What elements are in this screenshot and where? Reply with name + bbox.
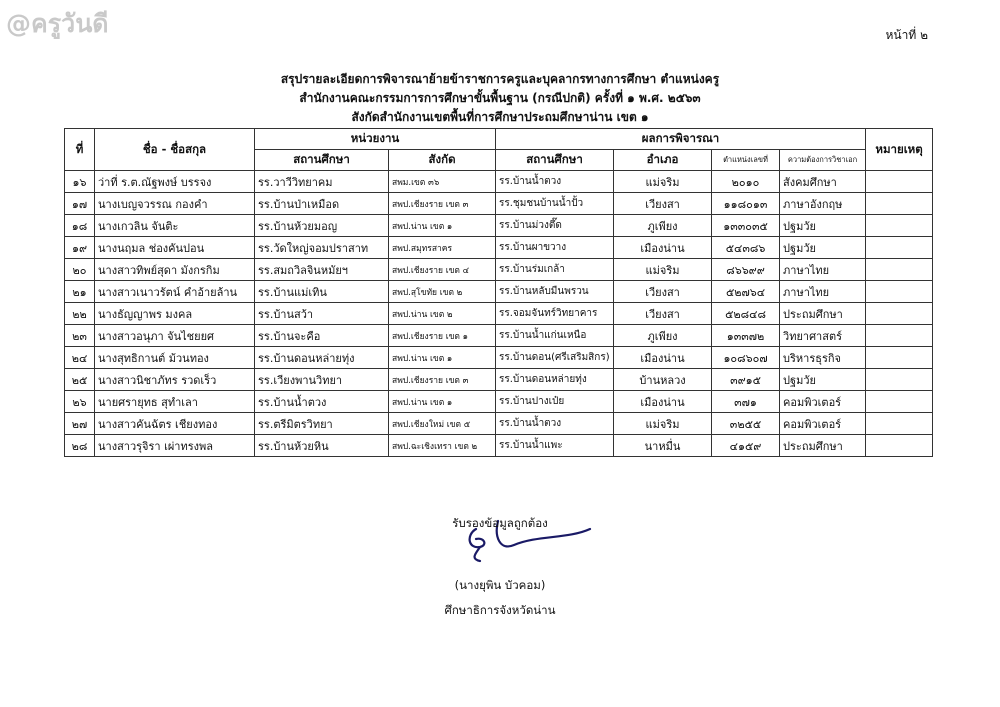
cell-result-major: คอมพิวเตอร์ — [780, 391, 866, 413]
cell-remark — [866, 347, 933, 369]
cell-unit-affiliation: สพป.เชียงราย เขต ๔ — [389, 259, 496, 281]
title-line-2: สำนักงานคณะกรรมการการศึกษาขั้นพื้นฐาน (กรณีปกติ) ครั้งที่ ๑ พ.ศ. ๒๕๖๓ — [299, 91, 701, 105]
cell-no: ๑๘ — [65, 215, 95, 237]
header-unit-school: สถานศึกษา — [255, 150, 389, 171]
cell-result-district: เมืองน่าน — [614, 237, 712, 259]
cell-result-position: ๓๗๑ — [712, 391, 780, 413]
cell-remark — [866, 391, 933, 413]
cell-name: นางสาวคันฉัตร เชียงทอง — [95, 413, 255, 435]
cell-result-district: เวียงสา — [614, 193, 712, 215]
header-unit: หน่วยงาน — [255, 129, 496, 150]
table-row — [65, 391, 933, 413]
cell-unit-school: รร.บ้านห้วยมอญ — [255, 215, 389, 237]
cell-result-school: รร.จอมจันทร์วิทยาคาร — [496, 303, 614, 325]
signer-position: ศึกษาธิการจังหวัดน่าน — [444, 603, 556, 617]
cell-result-position: ๑๑๘๐๑๓ — [712, 193, 780, 215]
cell-result-major: ปฐมวัย — [780, 369, 866, 391]
cell-result-position: ๕๒๗๖๔ — [712, 281, 780, 303]
table-row — [65, 435, 933, 457]
table-row — [65, 369, 933, 391]
cell-result-major: ปฐมวัย — [780, 237, 866, 259]
header-result: ผลการพิจารณา — [496, 129, 866, 150]
cell-result-position: ๘๖๖๙๙ — [712, 259, 780, 281]
cell-name: นางเกวลิน จันติะ — [95, 215, 255, 237]
cell-result-school: รร.บ้านผาขวาง — [496, 237, 614, 259]
cell-no: ๒๗ — [65, 413, 95, 435]
cell-result-district: บ้านหลวง — [614, 369, 712, 391]
cell-unit-affiliation: สพป.น่าน เขต ๒ — [389, 303, 496, 325]
cell-result-school: รร.บ้านน้ำตวง — [496, 171, 614, 193]
cell-unit-affiliation: สพป.เชียงราย เขต ๓ — [389, 193, 496, 215]
cell-unit-school: รร.บ้านสว้า — [255, 303, 389, 325]
cell-result-school: รร.บ้านน้ำตวง — [496, 413, 614, 435]
cell-result-position: ๕๔๓๘๖ — [712, 237, 780, 259]
header-name: ชื่อ - ชื่อสกุล — [95, 129, 255, 171]
cell-result-major: ประถมศึกษา — [780, 435, 866, 457]
cell-name: นางเบญจวรรณ กองคำ — [95, 193, 255, 215]
cell-result-major: บริหารธุรกิจ — [780, 347, 866, 369]
watermark: @ครูวันดี — [6, 9, 109, 38]
cell-result-major: ประถมศึกษา — [780, 303, 866, 325]
document-title — [0, 70, 1000, 127]
cell-result-school: รร.บ้านดอน(ศรีเสริมสิกร) — [496, 347, 614, 369]
cell-no: ๒๑ — [65, 281, 95, 303]
cell-result-position: ๑๐๘๖๐๗ — [712, 347, 780, 369]
table-row — [65, 413, 933, 435]
header-result-major: ความต้องการวิชาเอก — [780, 150, 866, 171]
cell-no: ๑๙ — [65, 237, 95, 259]
cell-remark — [866, 237, 933, 259]
table-row — [65, 259, 933, 281]
cell-no: ๒๘ — [65, 435, 95, 457]
header-result-district: อำเภอ — [614, 150, 712, 171]
cell-result-school: รร.บ้านหลับมืนพรวน — [496, 281, 614, 303]
cell-name: นางสาวอนุภา จันไชยยศ — [95, 325, 255, 347]
cell-result-district: แม่จริม — [614, 413, 712, 435]
cell-unit-school: รร.บ้านดอนหล่ายทุ่ง — [255, 347, 389, 369]
cell-result-position: ๕๒๘๔๘ — [712, 303, 780, 325]
cell-unit-affiliation: สพป.น่าน เขต ๑ — [389, 391, 496, 413]
cell-name: นายศรายุทธ สุทำเลา — [95, 391, 255, 413]
cell-unit-school: รร.บ้านน้ำตวง — [255, 391, 389, 413]
cell-result-major: ภาษาอังกฤษ — [780, 193, 866, 215]
table-row — [65, 281, 933, 303]
cell-unit-affiliation: สพป.สมุทรสาคร — [389, 237, 496, 259]
certify-text: รับรองข้อมูลถูกต้อง — [452, 516, 548, 530]
cell-name: นางนฤมล ช่องคันปอน — [95, 237, 255, 259]
cell-result-school: รร.บ้านม่วงตึ๊ด — [496, 215, 614, 237]
cell-name: นางสาวเนาวรัตน์ คำอ้ายล้าน — [95, 281, 255, 303]
cell-result-district: เมืองน่าน — [614, 391, 712, 413]
header-result-position: ตำแหน่งเลขที่ — [712, 150, 780, 171]
cell-no: ๑๖ — [65, 171, 95, 193]
cell-result-district: แม่จริม — [614, 259, 712, 281]
header-remark: หมายเหตุ — [866, 129, 933, 171]
cell-unit-affiliation: สพป.เชียงใหม่ เขต ๕ — [389, 413, 496, 435]
cell-remark — [866, 303, 933, 325]
cell-remark — [866, 435, 933, 457]
cell-no: ๒๓ — [65, 325, 95, 347]
cell-result-school: รร.บ้านดอนหล่ายทุ่ง — [496, 369, 614, 391]
cell-no: ๒๔ — [65, 347, 95, 369]
table-row — [65, 193, 933, 215]
title-line-1: สรุปรายละเอียดการพิจารณาย้ายข้าราชการครูและบุคลากรทางการศึกษา ตำแหน่งครู — [280, 72, 720, 86]
cell-name: นางสาวรุจิรา เผ่าทรงพล — [95, 435, 255, 457]
cell-result-school: รร.บ้านน้ำแก่นเหนือ — [496, 325, 614, 347]
cell-unit-school: รร.บ้านจะคือ — [255, 325, 389, 347]
header-result-school: สถานศึกษา — [496, 150, 614, 171]
table-row — [65, 215, 933, 237]
cell-name: นางสาวนิชาภัทร รวดเร็ว — [95, 369, 255, 391]
cell-remark — [866, 325, 933, 347]
table-row — [65, 171, 933, 193]
cell-result-position: ๒๐๑๐ — [712, 171, 780, 193]
cell-result-position: ๔๑๕๙ — [712, 435, 780, 457]
cell-unit-affiliation: สพป.ฉะเชิงเทรา เขต ๒ — [389, 435, 496, 457]
cell-result-district: เมืองน่าน — [614, 347, 712, 369]
cell-no: ๒๒ — [65, 303, 95, 325]
cell-result-district: แม่จริม — [614, 171, 712, 193]
cell-result-position: ๓๙๑๕ — [712, 369, 780, 391]
cell-no: ๑๗ — [65, 193, 95, 215]
cell-result-major: วิทยาศาสตร์ — [780, 325, 866, 347]
cell-result-district: ภูเพียง — [614, 325, 712, 347]
cell-unit-affiliation: สพป.เชียงราย เขต ๓ — [389, 369, 496, 391]
cell-result-district: เวียงสา — [614, 281, 712, 303]
cell-unit-affiliation: สพป.น่าน เขต ๑ — [389, 347, 496, 369]
cell-result-major: ภาษาไทย — [780, 281, 866, 303]
cell-name: ว่าที่ ร.ต.ณัฐพงษ์ บรรจง — [95, 171, 255, 193]
cell-result-position: ๑๓๓๗๒ — [712, 325, 780, 347]
cell-result-major: คอมพิวเตอร์ — [780, 413, 866, 435]
cell-result-school: รร.บ้านน้ำแพะ — [496, 435, 614, 457]
title-line-3: สังกัดสำนักงานเขตพื้นที่การศึกษาประถมศึกษาน่าน เขต ๑ — [351, 110, 649, 124]
cell-unit-affiliation: สพป.สุโขทัย เขต ๒ — [389, 281, 496, 303]
cell-unit-school: รร.เวียงพานวิทยา — [255, 369, 389, 391]
cell-result-district: เวียงสา — [614, 303, 712, 325]
header-no: ที่ — [65, 129, 95, 171]
cell-result-major: สังคมศึกษา — [780, 171, 866, 193]
cell-remark — [866, 171, 933, 193]
cell-result-school: รร.บ้านร่มเกล้า — [496, 259, 614, 281]
cell-remark — [866, 281, 933, 303]
table-row — [65, 325, 933, 347]
table-row — [65, 237, 933, 259]
cell-result-school: รร.บ้านปางเป๋ย — [496, 391, 614, 413]
cell-unit-school: รร.บ้านห้วยหิน — [255, 435, 389, 457]
transfer-table — [64, 128, 933, 457]
cell-result-position: ๑๓๓๐๓๕ — [712, 215, 780, 237]
cell-unit-affiliation: สพม.เขต ๓๖ — [389, 171, 496, 193]
cell-result-district: ภูเพียง — [614, 215, 712, 237]
cell-name: นางสุทธิกานต์ ม้วนทอง — [95, 347, 255, 369]
cell-unit-affiliation: สพป.น่าน เขต ๑ — [389, 215, 496, 237]
cell-name: นางธัญญาพร มงคล — [95, 303, 255, 325]
cell-result-school: รร.ชุมชนบ้านน้ำปั้ว — [496, 193, 614, 215]
table-row — [65, 347, 933, 369]
cell-no: ๒๖ — [65, 391, 95, 413]
cell-result-position: ๓๒๕๕ — [712, 413, 780, 435]
cell-unit-school: รร.ตรีมิตรวิทยา — [255, 413, 389, 435]
page-number: หน้าที่ ๒ — [885, 28, 928, 42]
signer-name: (นางยุพิน บัวคอม) — [454, 578, 546, 592]
header-unit-affiliation: สังกัด — [389, 150, 496, 171]
cell-remark — [866, 193, 933, 215]
cell-unit-school: รร.บ้านแม่เทิน — [255, 281, 389, 303]
cell-remark — [866, 369, 933, 391]
cell-remark — [866, 215, 933, 237]
cell-no: ๒๐ — [65, 259, 95, 281]
cell-result-district: นาหมื่น — [614, 435, 712, 457]
cell-unit-school: รร.สมถวิลจินหมัยฯ — [255, 259, 389, 281]
table-row — [65, 303, 933, 325]
cell-remark — [866, 413, 933, 435]
cell-remark — [866, 259, 933, 281]
cell-result-major: ภาษาไทย — [780, 259, 866, 281]
cell-unit-school: รร.วัดใหญ่จอมปราสาท — [255, 237, 389, 259]
cell-no: ๒๕ — [65, 369, 95, 391]
cell-unit-affiliation: สพป.เชียงราย เขต ๑ — [389, 325, 496, 347]
cell-unit-school: รร.วาวีวิทยาคม — [255, 171, 389, 193]
cell-unit-school: รร.บ้านป่าเหมือด — [255, 193, 389, 215]
cell-name: นางสาวทิพย์สุดา มังกรกิม — [95, 259, 255, 281]
cell-result-major: ปฐมวัย — [780, 215, 866, 237]
table-body — [65, 171, 933, 457]
